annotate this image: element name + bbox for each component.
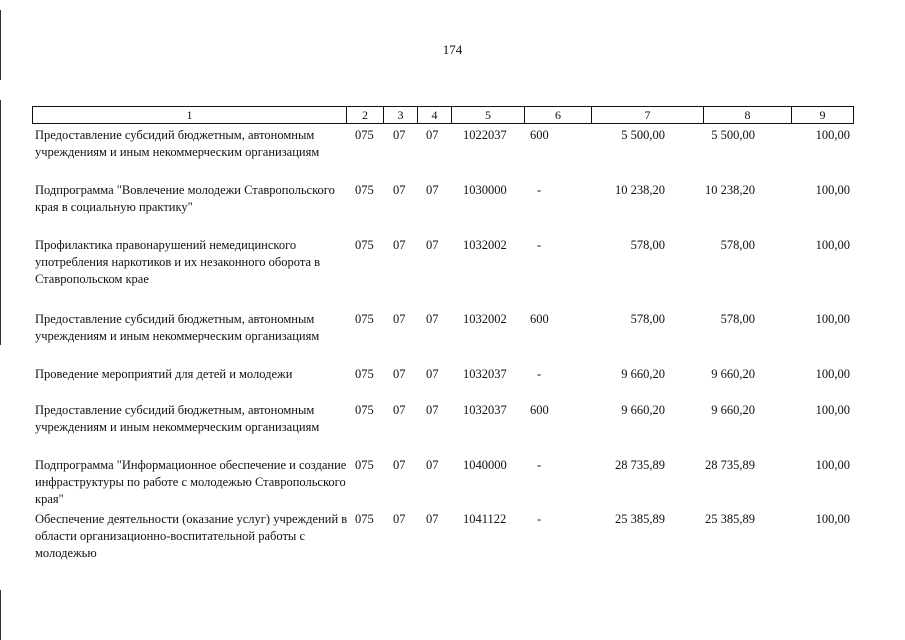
- row-amount-actual: 578,00: [720, 238, 755, 252]
- row-section-code: 07: [393, 458, 406, 472]
- row-expense-type: -: [537, 458, 542, 472]
- row-name: Предоставление субсидий бюджетным, автономным учреждениям и иным некоммерческим организациям: [35, 128, 320, 159]
- row-ministry-code: 075: [355, 128, 374, 142]
- row-subsection-code: 07: [426, 312, 439, 326]
- row-subsection-code: 07: [426, 458, 439, 472]
- row-target-code: 1022037: [463, 128, 507, 142]
- row-name: Подпрограмма "Вовлечение молодежи Ставропольского края в социальную практику": [35, 183, 335, 214]
- row-section-code: 07: [393, 312, 406, 326]
- row-amount-planned: 578,00: [630, 312, 665, 326]
- row-section-code: 07: [393, 512, 406, 526]
- row-subsection-code: 07: [426, 238, 439, 252]
- header-col-8: 8: [703, 107, 791, 123]
- header-col-5: 5: [451, 107, 524, 123]
- row-amount-actual: 9 660,20: [711, 403, 755, 417]
- row-expense-type: 600: [530, 403, 549, 417]
- header-col-7: 7: [591, 107, 703, 123]
- row-name: Проведение мероприятий для детей и молодежи: [35, 367, 293, 381]
- row-ministry-code: 075: [355, 512, 374, 526]
- row-expense-type: -: [537, 512, 542, 526]
- row-ministry-code: 075: [355, 458, 374, 472]
- row-section-code: 07: [393, 367, 406, 381]
- row-percent: 100,00: [815, 183, 850, 197]
- row-name: Обеспечение деятельности (оказание услуг) учреждений в области организационно-воспитательной работы с молодежью: [35, 512, 348, 560]
- row-target-code: 1032002: [463, 238, 507, 252]
- row-subsection-code: 07: [426, 128, 439, 142]
- row-name: Предоставление субсидий бюджетным, автономным учреждениям и иным некоммерческим организациям: [35, 312, 320, 343]
- row-amount-actual: 578,00: [720, 312, 755, 326]
- header-col-3: 3: [383, 107, 417, 123]
- row-amount-planned: 5 500,00: [621, 128, 665, 142]
- row-ministry-code: 075: [355, 367, 374, 381]
- row-amount-actual: 28 735,89: [705, 458, 755, 472]
- row-amount-actual: 25 385,89: [705, 512, 755, 526]
- row-percent: 100,00: [815, 128, 850, 142]
- row-amount-planned: 28 735,89: [615, 458, 665, 472]
- scan-edge-line: [0, 590, 1, 640]
- row-target-code: 1032037: [463, 403, 507, 417]
- row-expense-type: -: [537, 183, 542, 197]
- row-expense-type: -: [537, 367, 542, 381]
- header-col-6: 6: [524, 107, 591, 123]
- row-percent: 100,00: [815, 238, 850, 252]
- scan-edge-line: [0, 100, 1, 345]
- table-header: [32, 106, 854, 124]
- row-section-code: 07: [393, 238, 406, 252]
- row-name: Подпрограмма "Информационное обеспечение и создание инфраструктуры по работе с молодежью Ставропольского края": [35, 458, 347, 506]
- page-number: 174: [442, 42, 463, 57]
- row-name: Предоставление субсидий бюджетным, автономным учреждениям и иным некоммерческим организациям: [35, 403, 320, 434]
- row-percent: 100,00: [815, 458, 850, 472]
- row-ministry-code: 075: [355, 183, 374, 197]
- row-amount-planned: 9 660,20: [621, 367, 665, 381]
- row-expense-type: -: [537, 238, 542, 252]
- row-ministry-code: 075: [355, 312, 374, 326]
- row-amount-actual: 10 238,20: [705, 183, 755, 197]
- row-percent: 100,00: [815, 512, 850, 526]
- row-subsection-code: 07: [426, 512, 439, 526]
- row-amount-planned: 578,00: [630, 238, 665, 252]
- row-ministry-code: 075: [355, 238, 374, 252]
- row-amount-planned: 9 660,20: [621, 403, 665, 417]
- row-subsection-code: 07: [426, 367, 439, 381]
- row-ministry-code: 075: [355, 403, 374, 417]
- row-percent: 100,00: [815, 403, 850, 417]
- row-amount-actual: 5 500,00: [711, 128, 755, 142]
- row-amount-planned: 25 385,89: [615, 512, 665, 526]
- header-col-9: 9: [791, 107, 853, 123]
- row-percent: 100,00: [815, 367, 850, 381]
- header-col-1: 1: [186, 108, 193, 122]
- row-amount-planned: 10 238,20: [615, 183, 665, 197]
- row-section-code: 07: [393, 403, 406, 417]
- row-section-code: 07: [393, 128, 406, 142]
- row-target-code: 1032037: [463, 367, 507, 381]
- header-col-4: 4: [417, 107, 451, 123]
- row-name: Профилактика правонарушений немедицинского употребления наркотиков и их незаконного оборота в Ставропольском крае: [35, 238, 321, 286]
- row-expense-type: 600: [530, 128, 549, 142]
- row-target-code: 1040000: [463, 458, 507, 472]
- row-amount-actual: 9 660,20: [711, 367, 755, 381]
- row-target-code: 1030000: [463, 183, 507, 197]
- row-target-code: 1041122: [463, 512, 507, 526]
- row-subsection-code: 07: [426, 183, 439, 197]
- row-percent: 100,00: [815, 312, 850, 326]
- row-target-code: 1032002: [463, 312, 507, 326]
- header-col-2: 2: [346, 107, 383, 123]
- row-subsection-code: 07: [426, 403, 439, 417]
- row-expense-type: 600: [530, 312, 549, 326]
- row-section-code: 07: [393, 183, 406, 197]
